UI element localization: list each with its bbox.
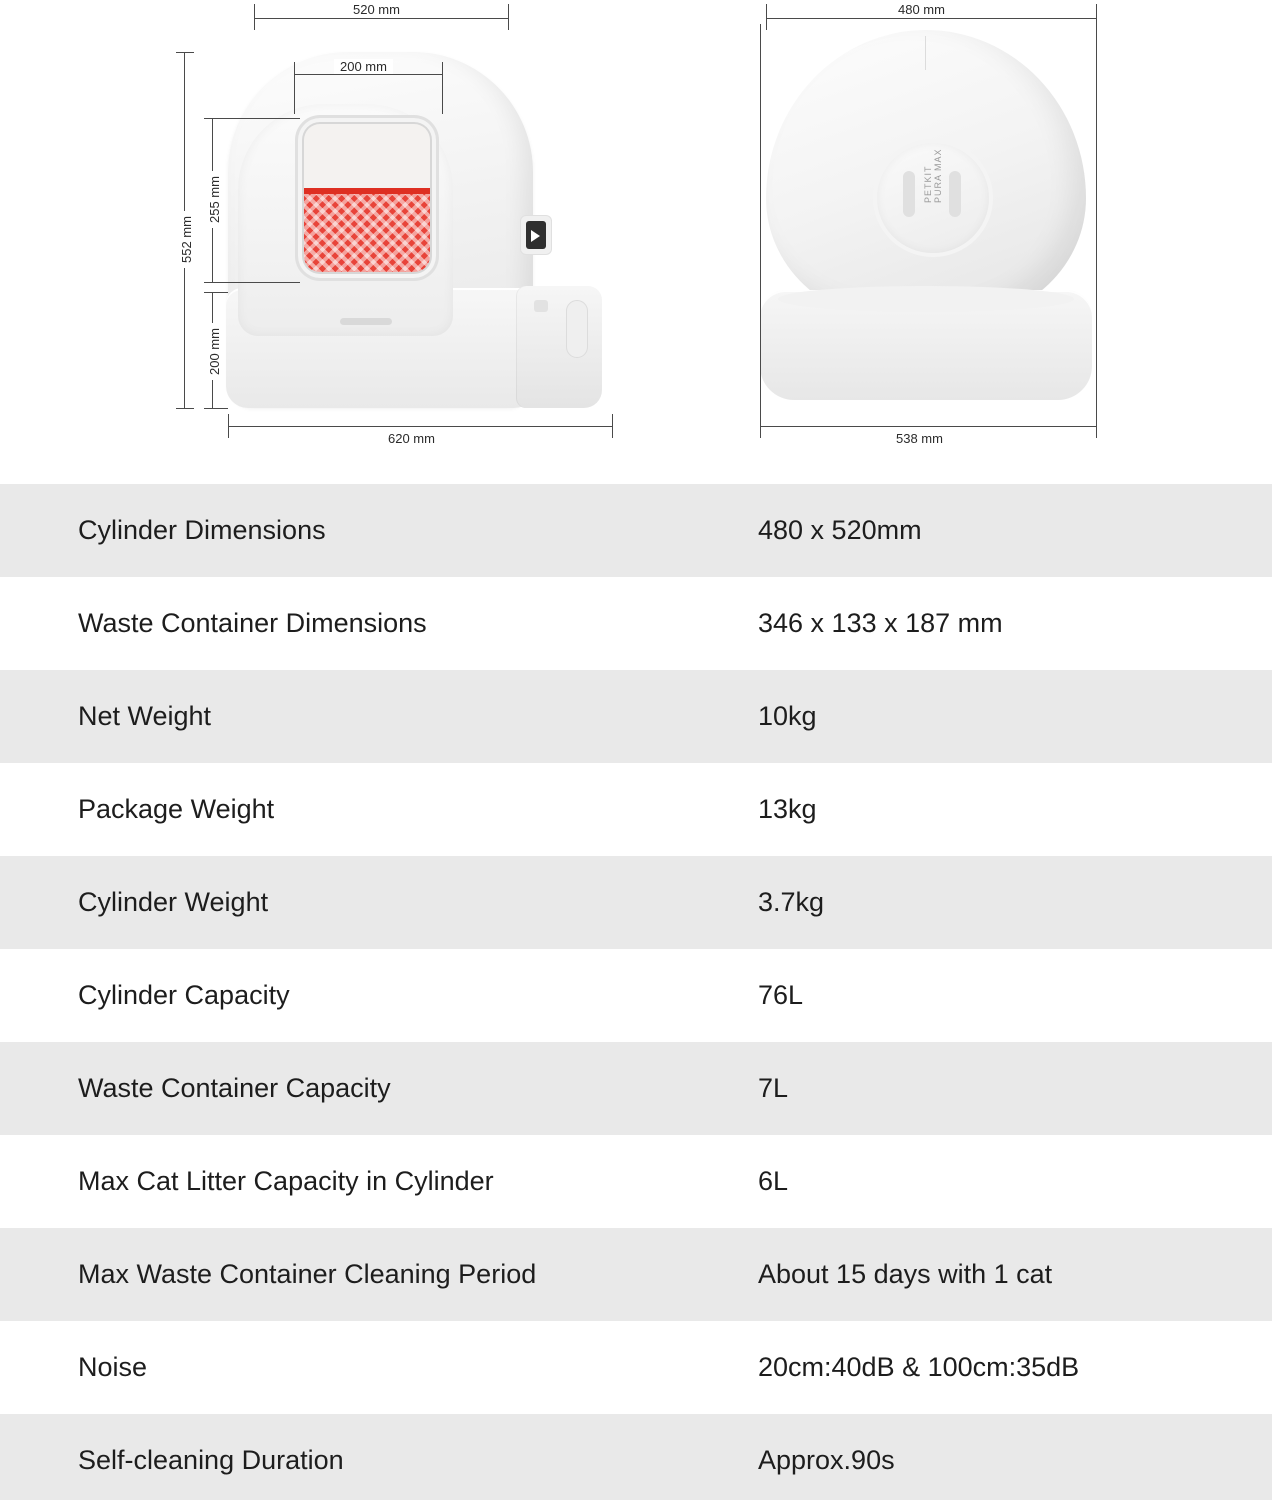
label-552mm: 552 mm (179, 211, 194, 268)
spec-key: Max Cat Litter Capacity in Cylinder (78, 1166, 494, 1196)
spec-key: Self-cleaning Duration (78, 1445, 344, 1475)
specification-table (0, 484, 1272, 1500)
drawer-latch (534, 300, 548, 312)
label-480mm: 480 mm (892, 2, 951, 17)
shell-seam (925, 36, 926, 70)
table-row (0, 1321, 1272, 1414)
rule-200mm-width (294, 74, 442, 75)
tick-200w-right (442, 62, 443, 114)
control-panel (521, 216, 551, 254)
spec-value: 10kg (758, 701, 817, 731)
tick-538-left (760, 24, 761, 438)
tick-520-left (254, 4, 255, 30)
display-icon (526, 221, 546, 249)
spec-key: Waste Container Capacity (78, 1073, 391, 1103)
rule-620mm (228, 426, 612, 427)
spec-value: 6L (758, 1166, 789, 1196)
spec-key: Net Weight (78, 701, 212, 731)
front-lip (340, 318, 392, 325)
unit-rear-base-rim (778, 286, 1074, 312)
label-255mm: 255 mm (207, 171, 222, 228)
spec-key: Cylinder Dimensions (78, 515, 326, 545)
label-200mm-height: 200 mm (207, 323, 222, 380)
table-row (0, 670, 1272, 763)
tick-480-left (766, 4, 767, 30)
drawer-handle (566, 300, 588, 358)
spec-value: 7L (758, 1073, 789, 1103)
spec-value: Approx.90s (758, 1445, 895, 1475)
tick-255-bottom (204, 282, 300, 283)
dimension-diagram (0, 0, 1272, 484)
spec-value: 480 x 520mm (758, 515, 922, 545)
spec-key: Waste Container Dimensions (78, 608, 427, 638)
table-row (0, 1414, 1272, 1500)
table-row (0, 949, 1272, 1042)
label-520mm: 520 mm (347, 2, 406, 17)
table-row (0, 484, 1272, 577)
table-row (0, 577, 1272, 670)
table-row (0, 763, 1272, 856)
tick-538-right (1096, 24, 1097, 438)
hatch-slot-right (949, 171, 961, 217)
rule-538mm (760, 426, 1096, 427)
tick-255-top (204, 118, 300, 119)
label-200mm-width: 200 mm (334, 59, 393, 74)
label-620mm: 620 mm (382, 431, 441, 446)
tick-520-right (508, 4, 509, 30)
label-538mm: 538 mm (890, 431, 949, 446)
table-row (0, 1228, 1272, 1321)
tick-620-left (228, 414, 229, 438)
spec-key: Cylinder Capacity (78, 980, 290, 1010)
brand-label: PETKIT PURA MAX (923, 148, 943, 203)
waste-drawer (516, 286, 602, 408)
spec-value: 346 x 133 x 187 mm (758, 608, 1003, 638)
spec-value: 76L (758, 980, 804, 1010)
spec-key: Noise (78, 1352, 148, 1382)
rule-520mm (254, 18, 508, 19)
spec-value: 13kg (758, 794, 817, 824)
table-row (0, 1042, 1272, 1135)
tick-552-top (176, 52, 194, 53)
tick-200h-top (204, 292, 228, 293)
spec-key: Cylinder Weight (78, 887, 269, 917)
spec-key: Max Waste Container Cleaning Period (78, 1259, 537, 1289)
entry-window (298, 118, 436, 278)
rule-480mm (766, 18, 1096, 19)
tick-620-right (612, 414, 613, 438)
table-row (0, 856, 1272, 949)
tick-200h-bottom (204, 408, 228, 409)
spec-key: Package Weight (78, 794, 275, 824)
tick-552-bottom (176, 408, 194, 409)
spec-value: 3.7kg (758, 887, 825, 917)
table-row (0, 1135, 1272, 1228)
spec-value: 20cm:40dB & 100cm:35dB (758, 1352, 1080, 1382)
litter-fill (304, 194, 430, 272)
spec-value: About 15 days with 1 cat (758, 1259, 1053, 1289)
tick-200w-left (294, 62, 295, 114)
hatch-slot-left (903, 171, 915, 217)
